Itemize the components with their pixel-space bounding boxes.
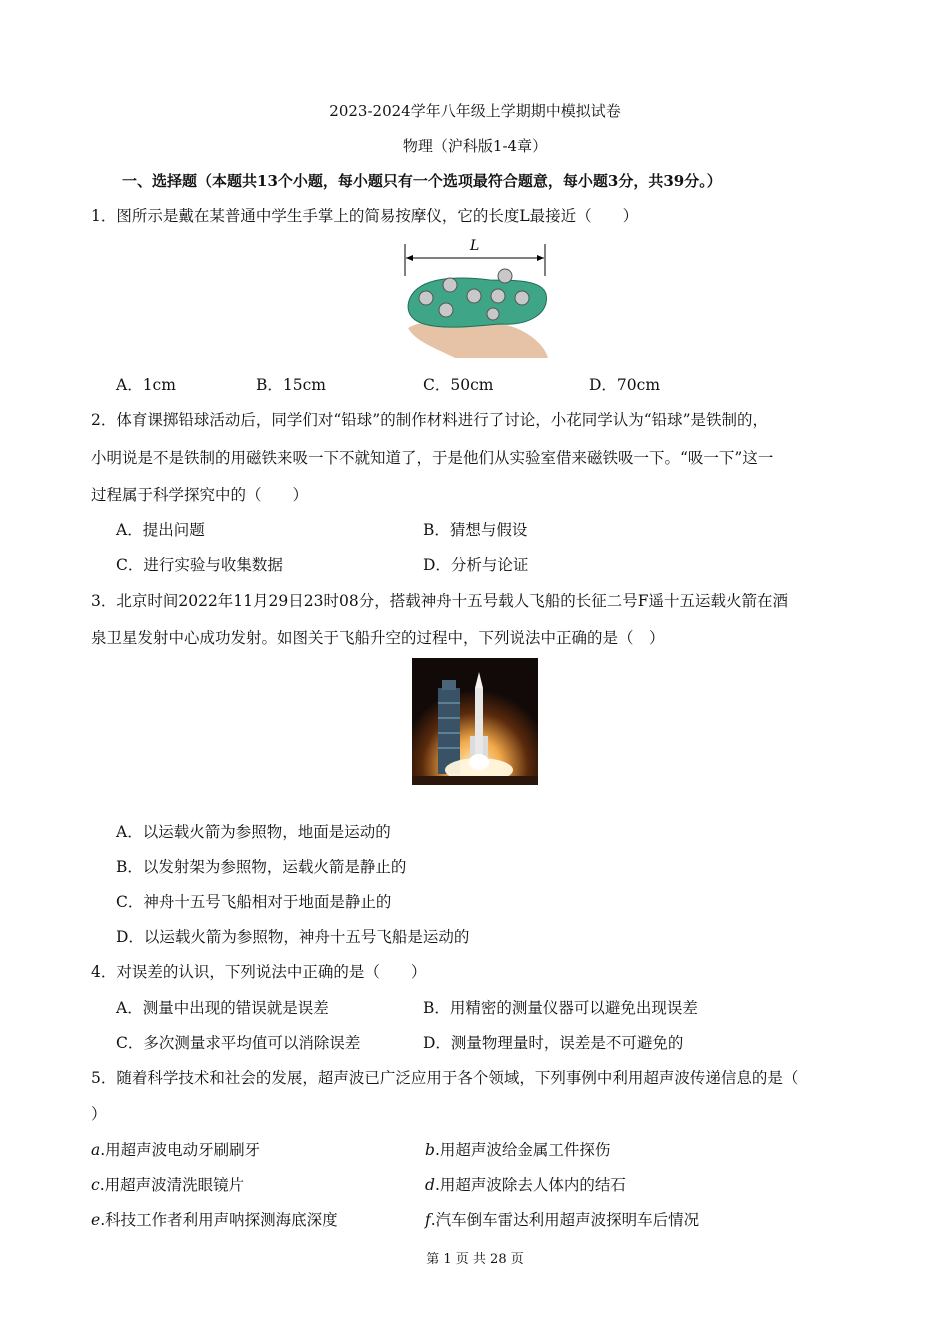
q3-option-d: D．以运载火箭为参照物，神舟十五号飞船是运动的 xyxy=(116,928,470,946)
q2-line2: 小明说是不是铁制的用磁铁来吸一下不就知道了，于是他们从实验室借来磁铁吸一下。“吸一下”这一 xyxy=(91,449,774,467)
q5-item-d: d.用超声波除去人体内的结石 xyxy=(425,1176,626,1194)
exam-title: 2023-2024学年八年级上学期期中模拟试卷 xyxy=(329,102,621,120)
rocket-launch-photo xyxy=(412,658,538,785)
length-label: L xyxy=(470,238,480,254)
q2-option-d: D．分析与论证 xyxy=(423,556,529,574)
q5-line2: ） xyxy=(91,1105,107,1123)
q4-option-c: C．多次测量求平均值可以消除误差 xyxy=(116,1034,361,1052)
q2-option-a: A．提出问题 xyxy=(116,521,205,539)
q1-stem: 1．图所示是戴在某普通中学生手掌上的简易按摩仪，它的长度L最接近（ ） xyxy=(91,207,639,225)
q4-option-b: B．用精密的测量仪器可以避免出现误差 xyxy=(423,999,698,1017)
q2-line3: 过程属于科学探究中的（ ） xyxy=(91,486,309,504)
q3-option-b: B．以发射架为参照物，运载火箭是静止的 xyxy=(116,858,407,876)
q4-option-a: A．测量中出现的错误就是误差 xyxy=(116,999,329,1017)
exam-subtitle: 物理（沪科版1-4章） xyxy=(402,137,548,155)
q4-stem: 4．对误差的认识，下列说法中正确的是（ ） xyxy=(91,963,427,981)
q5-item-e: e.科技工作者利用声呐探测海底深度 xyxy=(91,1211,338,1229)
q2-option-b: B．猜想与假设 xyxy=(423,521,528,539)
q5-item-f: f.汽车倒车雷达利用超声波探明车后情况 xyxy=(425,1211,700,1229)
section-heading: 一、选择题（本题共13个小题，每小题只有一个选项最符合题意，每小题3分，共39分。） xyxy=(122,172,722,190)
q5-item-a: a.用超声波电动牙刷刷牙 xyxy=(91,1141,261,1159)
q5-item-c: c.用超声波清洗眼镜片 xyxy=(91,1176,245,1194)
q1-option-a: A．1cm xyxy=(116,376,176,394)
massager-figure xyxy=(400,236,550,358)
q1-option-d: D．70cm xyxy=(589,376,661,394)
q5-line1: 5．随着科学技术和社会的发展，超声波已广泛应用于各个领域，下列事例中利用超声波传递信息的是（ xyxy=(91,1069,799,1087)
q2-line1: 2．体育课掷铅球活动后，同学们对“铅球”的制作材料进行了讨论，小花同学认为“铅球”是铁制的， xyxy=(91,411,769,429)
page-footer: 第 1 页 共 28 页 xyxy=(426,1252,524,1267)
q5-item-b: b.用超声波给金属工件探伤 xyxy=(425,1141,611,1159)
q2-option-c: C．进行实验与收集数据 xyxy=(116,556,283,574)
q3-option-c: C．神舟十五号飞船相对于地面是静止的 xyxy=(116,893,392,911)
q3-option-a: A．以运载火箭为参照物，地面是运动的 xyxy=(116,823,391,841)
q1-option-b: B．15cm xyxy=(256,376,326,394)
q4-option-d: D．测量物理量时，误差是不可避免的 xyxy=(423,1034,684,1052)
q3-line2: 泉卫星发射中心成功发射。如图关于飞船升空的过程中，下列说法中正确的是（ ） xyxy=(91,629,665,647)
q1-option-c: C．50cm xyxy=(423,376,494,394)
q3-line1: 3．北京时间2022年11月29日23时08分，搭载神舟十五号载人飞船的长征二号F遥十五运载火箭在酒 xyxy=(91,592,788,610)
